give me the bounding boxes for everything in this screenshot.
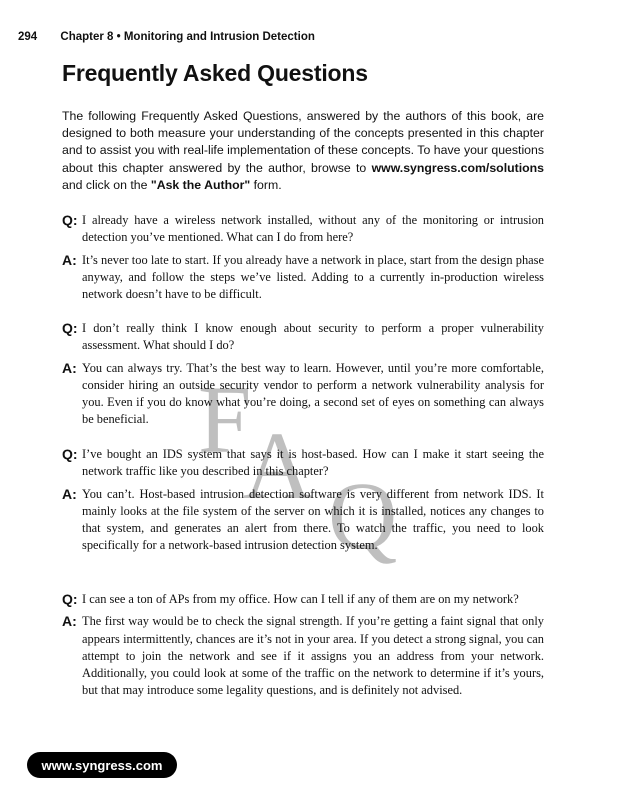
- watermark-letter-a: A: [243, 412, 313, 519]
- faq-item: [62, 320, 544, 429]
- answer: [62, 360, 544, 429]
- faq-item: [62, 591, 544, 700]
- faq-item: [62, 446, 544, 555]
- faq-item: [62, 212, 544, 303]
- answer-text: You can’t. Host-based intrusion detection software is very different from network IDS. It mainly looks at the file system of the server on which it is installed, notices any changes to that system, and generates an alert from there. To watch the traffic, you need to look specifically for a network-based intrusion detection system.: [82, 486, 544, 553]
- question-label: Q:: [62, 591, 78, 607]
- page-number: 294: [18, 31, 38, 43]
- intro-text-2: and click on the: [62, 177, 151, 192]
- intro-text-3: form.: [250, 177, 282, 192]
- question-label: Q:: [62, 212, 78, 228]
- watermark-letter-q: Q: [328, 462, 398, 569]
- chapter-title: Chapter 8 • Monitoring and Intrusion Detection: [60, 31, 315, 43]
- running-header: [18, 31, 315, 43]
- solutions-url: www.syngress.com/solutions: [371, 160, 544, 175]
- question-text: I don’t really think I know enough about security to perform a proper vulnerability assessment. What should I do?: [82, 321, 544, 353]
- footer-site-text: www.syngress.com: [41, 757, 163, 773]
- answer-text: The first way would be to check the signal strength. If you’re getting a faint signal that only appears intermittently, chances are it’s not in your area. If you detect a strong signal, you can attempt to join the network and see if it assigns you an address from your network. Additionally, you could look at some of the traffic on the network to determine if it’s yours, but that may introduce some legality questions, and is definitely not advised.: [82, 614, 544, 698]
- watermark-letter-f: F: [198, 366, 252, 473]
- answer-text: You can always try. That’s the best way to learn. However, until you’re more comfortable, consider hiring an outside security vendor to perform a network vulnerability analysis for you. Even if you do know what you’re doing, a second set of eyes on something can always be beneficial.: [82, 360, 544, 427]
- answer-label: A:: [62, 359, 77, 376]
- question-text: I already have a wireless network installed, without any of the monitoring or intrusion detection you’ve mentioned. What can I do from here?: [82, 213, 544, 245]
- question: [62, 320, 544, 355]
- question-label: Q:: [62, 320, 78, 336]
- answer: [62, 252, 544, 304]
- question-text: I can see a ton of APs from my office. How can I tell if any of them are on my network?: [82, 592, 519, 606]
- question-text: I’ve bought an IDS system that says it is host-based. How can I make it start seeing the network traffic like you described in this chapter?: [82, 447, 544, 479]
- intro-paragraph: [62, 108, 544, 194]
- page-title: Frequently Asked Questions: [62, 60, 368, 86]
- answer: [62, 613, 544, 699]
- question: [62, 446, 544, 481]
- answer: [62, 486, 544, 555]
- question: [62, 591, 544, 608]
- question-label: Q:: [62, 446, 78, 462]
- answer-label: A:: [62, 251, 77, 268]
- question: [62, 212, 544, 247]
- answer-label: A:: [62, 613, 77, 630]
- intro-text-1: The following Frequently Asked Questions, answered by the authors of this book, are designed to both measure your understanding of the concepts presented in this chapter and to assist you with real-life implementation of these concepts. To have your questions about this chapter answered by the author, browse to: [62, 109, 544, 175]
- ask-author-form-name: "Ask the Author": [150, 177, 251, 192]
- footer-site-badge: [27, 752, 177, 778]
- answer-label: A:: [62, 485, 77, 502]
- answer-text: It’s never too late to start. If you already have a network in place, start from the design phase anyway, and follow the steps we’ve listed. Adding to a currently in-production wireless network doesn’t have to be difficult.: [82, 252, 544, 302]
